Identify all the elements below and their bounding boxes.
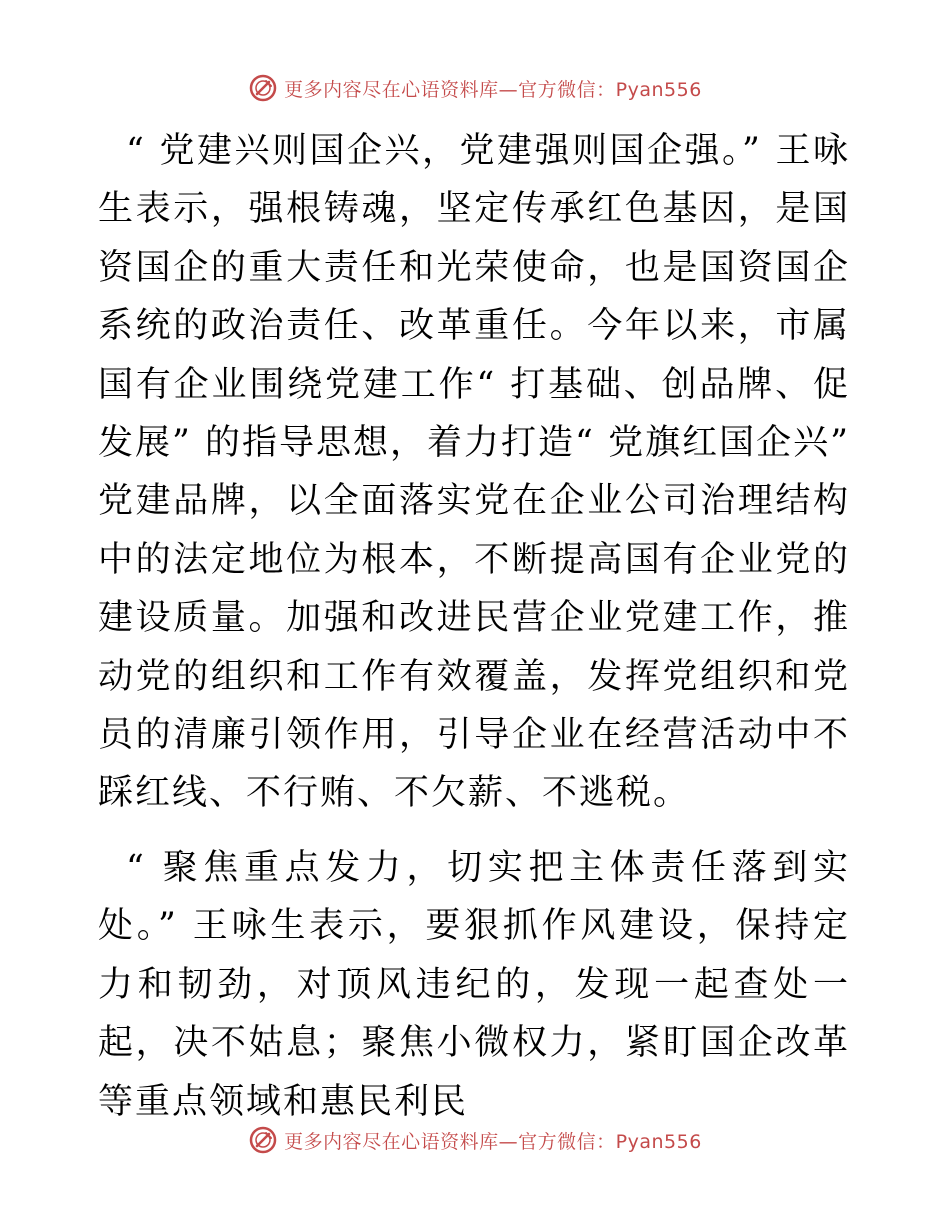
header-watermark-text: 更多内容尽在心语资料库—官方微信：Pyan556	[284, 78, 702, 101]
header-watermark	[0, 68, 950, 108]
body-paragraph-2: “ 聚焦重点发力，切实把主体责任落到实处。” 王咏生表示，要狠抓作风建设，保持定力和韧劲，对顶风违纪的，发现一起查处一起，决不姑息；聚焦小微权力，紧盯国企改革等重点领域和惠民利民	[98, 847, 850, 1122]
seal-logo-icon	[248, 1125, 278, 1155]
footer-watermark	[0, 1120, 950, 1160]
footer-watermark-text: 更多内容尽在心语资料库—官方微信：Pyan556	[284, 1130, 702, 1153]
document-body	[98, 122, 850, 1131]
body-paragraph-1: “ 党建兴则国企兴，党建强则国企强。” 王咏生表示，强根铸魂，坚定传承红色基因，是国资国企的重大责任和光荣使命，也是国资国企系统的政治责任、改革重任。今年以来，市属国有企业围绕党建工作“ 打基础、创品牌、促发展” 的指导思想，着力打造“ 党旗红国企兴” 党建品牌，以全面落实党在企业公司治理结构中的法定地位为根本，不断提高国有企业党的建设质量。加强和改进民营企业党建工作，推动党的组织和工作有效覆盖，发挥党组织和党员的清廉引领作用，引导企业在经营活动中不踩红线、不行贿、不欠薪、不逃税。	[98, 131, 850, 814]
seal-logo-icon	[248, 73, 278, 103]
